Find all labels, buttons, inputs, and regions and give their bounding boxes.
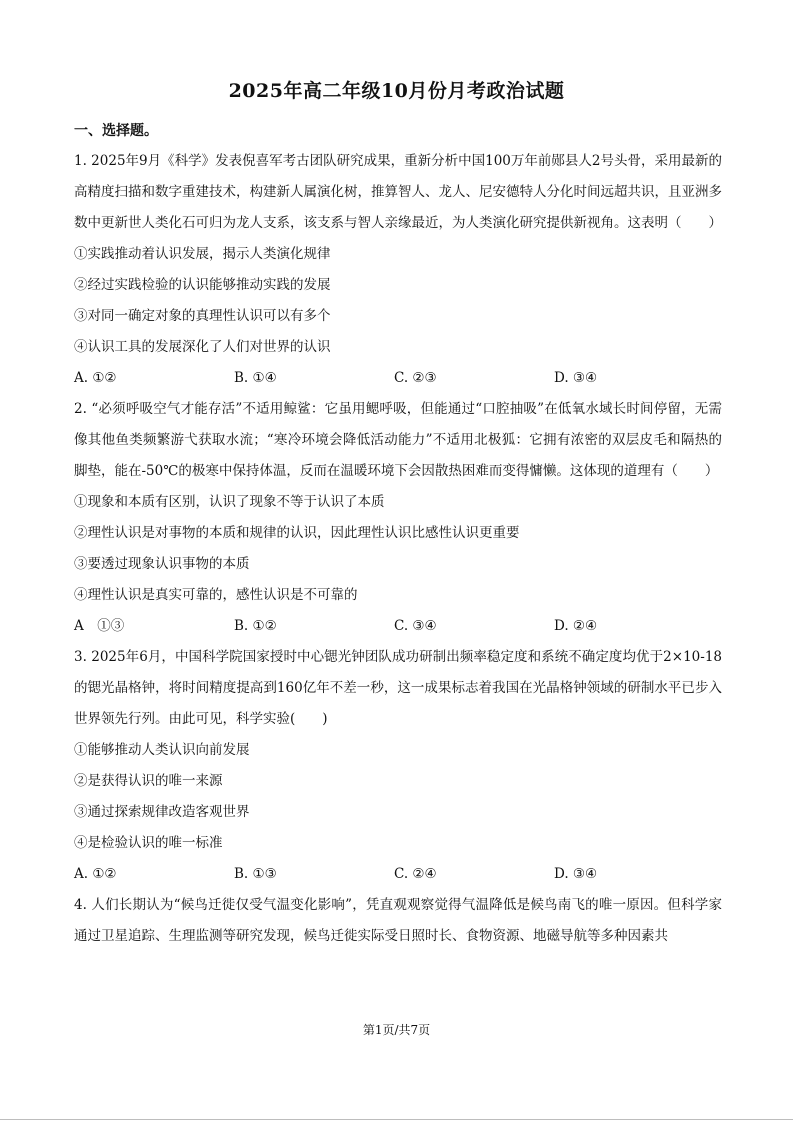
- choice-d: D. ③④: [554, 866, 598, 882]
- choice-c: C. ③④: [394, 618, 437, 634]
- page-bottom-divider: [0, 1119, 793, 1120]
- section-heading: 一、选择题。: [74, 123, 158, 139]
- statement-option: ②理性认识是对事物的本质和规律的认识，因此理性认识比感性认识更重要: [74, 525, 520, 541]
- choice-c: C. ②④: [394, 866, 437, 882]
- statement-option: ③通过探索规律改造客观世界: [74, 804, 250, 820]
- answer-choices: [74, 859, 722, 890]
- answer-choices: [74, 611, 722, 642]
- question-list: [74, 146, 722, 952]
- statement-option: ④理性认识是真实可靠的，感性认识是不可靠的: [74, 587, 358, 603]
- page-number: 第1页/共7页: [362, 1023, 431, 1037]
- statement-option: ③要透过现象认识事物的本质: [74, 556, 250, 572]
- statement-option: ②是获得认识的唯一来源: [74, 773, 223, 789]
- statement-option: ④认识工具的发展深化了人们对世界的认识: [74, 339, 331, 355]
- question-stem: 4. 人们长期认为“候鸟迁徙仅受气温变化影响”，凭直观观察觉得气温降低是候鸟南飞的唯一原因。但科学家通过卫星追踪、生理监测等研究发现，候鸟迁徙实际受日照时长、食物资源、地磁导航等多种因素共: [74, 897, 722, 944]
- statement-option: ①实践推动着认识发展，揭示人类演化规律: [74, 246, 331, 262]
- choice-a: A. ①②: [74, 370, 117, 386]
- question-3: [74, 642, 722, 890]
- choice-b: B. ①③: [234, 866, 277, 882]
- choice-a: A. ①②: [74, 866, 117, 882]
- statement-option: ①能够推动人类认识向前发展: [74, 742, 250, 758]
- question-stem: 2. “必须呼吸空气才能存活”不适用鲸鲨：它虽用鳃呼吸，但能通过“口腔抽吸”在低氧水域长时间停留，无需像其他鱼类频繁游弋获取水流；“寒冷环境会降低活动能力”不适用北极狐：它拥有浓密的双层皮毛和隔热的脚垫，能在-50℃的极寒中保持体温，反而在温暖环境下会因散热困难而变得慵懒。这体现的道理有（ ）: [74, 401, 722, 479]
- choice-d: D. ②④: [554, 618, 598, 634]
- choice-d: D. ③④: [554, 370, 598, 386]
- question-4: [74, 890, 722, 952]
- statement-option: ④是检验认识的唯一标准: [74, 835, 223, 851]
- question-stem: 1. 2025年9月《科学》发表倪喜军考古团队研究成果，重新分析中国100万年前郧县人2号头骨，采用最新的高精度扫描和数字重建技术，构建新人属演化树，推算智人、龙人、尼安德特人分化时间远超共识，且亚洲多数中更新世人类化石可归为龙人支系，该支系与智人亲缘最近，为人类演化研究提供新视角。这表明（ ）: [74, 153, 722, 231]
- choice-b: B. ①④: [234, 370, 277, 386]
- question-1: [74, 146, 722, 394]
- question-stem: 3. 2025年6月，中国科学院国家授时中心锶光钟团队成功研制出频率稳定度和系统不确定度均优于2×10-18的锶光晶格钟，将时间精度提高到160亿年不差一秒，这一成果标志着我国在光晶格钟领域的研制水平已步入世界领先行列。由此可见，科学实验( ): [74, 649, 722, 727]
- exam-title: 2025年高二年级10月份月考政治试题: [228, 80, 565, 102]
- answer-choices: [74, 363, 722, 394]
- question-2: [74, 394, 722, 642]
- choice-c: C. ②③: [394, 370, 437, 386]
- choice-a: A ①③: [74, 618, 125, 634]
- choice-b: B. ①②: [234, 618, 277, 634]
- statement-option: ③对同一确定对象的真理性认识可以有多个: [74, 308, 331, 324]
- statement-option: ②经过实践检验的认识能够推动实践的发展: [74, 277, 331, 293]
- statement-option: ①现象和本质有区别，认识了现象不等于认识了本质: [74, 494, 385, 510]
